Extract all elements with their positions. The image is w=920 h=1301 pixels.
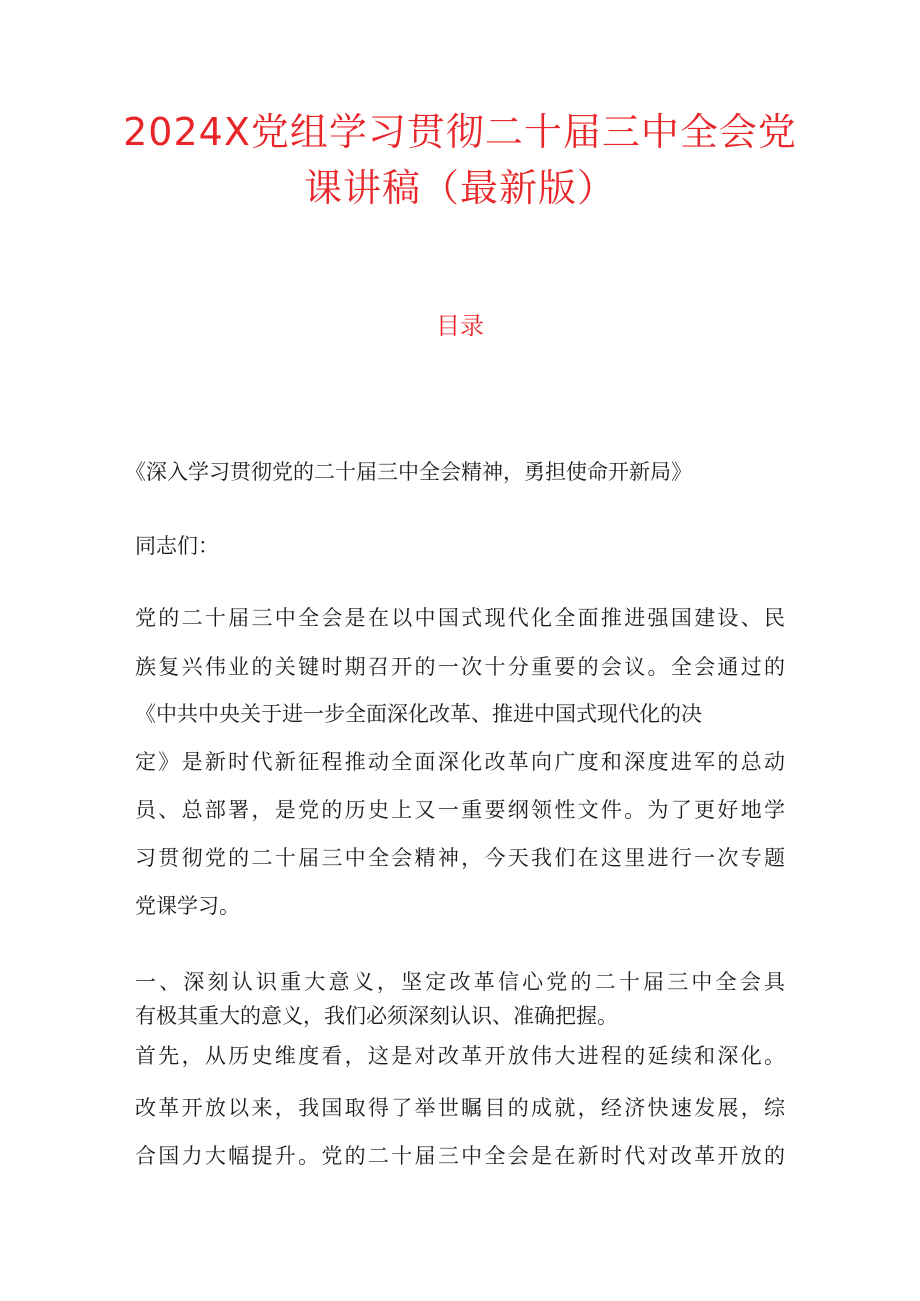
paragraph-line: 改革开放以来，我国取得了举世瞩目的成就，经济快速发展，综 — [135, 1096, 785, 1120]
paragraph-line: 合国力大幅提升。党的二十届三中全会是在新时代对改革开放的 — [135, 1144, 785, 1168]
title-line-1: 2024X党组学习贯彻二十届三中全会党 — [123, 110, 797, 154]
paragraph-line: 党课学习。 — [135, 894, 240, 918]
paragraph-line: 族复兴伟业的关键时期召开的一次十分重要的会议。全会通过的 — [135, 655, 785, 679]
section-one-first-line — [135, 967, 785, 997]
paragraph-line: 首先，从历史维度看，这是对改革开放伟大进程的延续和深化。 — [135, 1044, 785, 1068]
paragraph-line: 员、总部署，是党的历史上又一重要纲领性文件。为了更好地学 — [135, 798, 785, 822]
section-one-text: 党的二十届三中全会具 — [546, 970, 786, 994]
toc-heading: 目录 — [436, 312, 484, 340]
speech-subtitle: 《深入学习贯彻党的二十届三中全会精神，勇担使命开新局》 — [125, 460, 692, 484]
paragraph-line: 《中共中央关于进一步全面深化改革、推进中国式现代化的决 — [135, 702, 702, 726]
paragraph-line: 定》是新时代新征程推动全面深化改革向广度和深度进军的总动 — [135, 750, 785, 774]
paragraph-line: 习贯彻党的二十届三中全会精神，今天我们在这里进行一次专题 — [135, 846, 785, 870]
document-title — [120, 104, 800, 216]
title-line-2: 课讲稿（最新版） — [303, 166, 616, 210]
paragraph-line: 党的二十届三中全会是在以中国式现代化全面推进强国建设、民 — [135, 606, 785, 630]
salutation: 同志们： — [135, 534, 219, 558]
paragraph-line: 有极其重大的意义，我们必须深刻认识、准确把握。 — [135, 1004, 618, 1028]
section-one-heading: 一、深刻认识重大意义，坚定改革信心 — [135, 970, 547, 994]
